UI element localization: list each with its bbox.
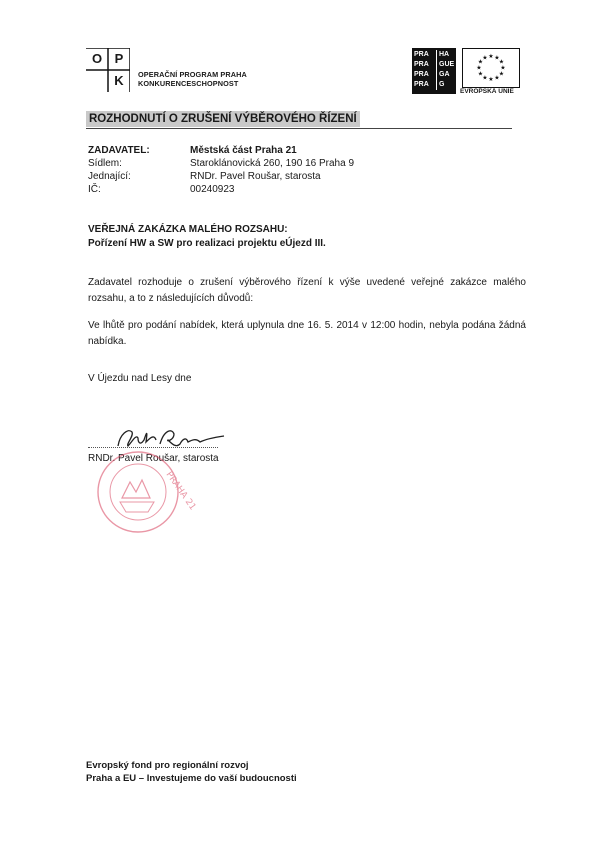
praha-col1-row: PRA bbox=[414, 61, 429, 68]
footer-line-2: Praha a EU – Investujeme do vaší budoucnosti bbox=[86, 773, 297, 784]
svg-text:★: ★ bbox=[494, 54, 500, 62]
decision-paragraph: Zadavatel rozhoduje o zrušení výběrového řízení k výše uvedené veřejné zakázce malého rozsahu, a to z následujících důvodů: bbox=[88, 277, 526, 304]
oppk-letter-o: O bbox=[91, 51, 103, 66]
oppk-letter-p1: P bbox=[114, 51, 124, 66]
label-sidlem: Sídlem: bbox=[88, 158, 122, 169]
svg-text:★: ★ bbox=[500, 64, 506, 72]
eu-flag-icon bbox=[462, 48, 520, 88]
oppk-line-1: OPERAČNÍ PROGRAM PRAHA bbox=[138, 70, 247, 79]
praha-col2-row: GUE bbox=[439, 61, 455, 68]
oppk-logo bbox=[86, 48, 130, 92]
svg-text:★: ★ bbox=[498, 70, 505, 78]
eu-stars-icon bbox=[463, 49, 519, 87]
contract-heading: VEŘEJNÁ ZAKÁZKA MALÉHO ROZSAHU: bbox=[88, 224, 288, 235]
svg-text:★: ★ bbox=[477, 58, 484, 66]
label-jednajici: Jednající: bbox=[88, 171, 131, 182]
svg-text:★: ★ bbox=[488, 76, 494, 83]
praha-col2-row: GA bbox=[439, 71, 450, 78]
label-zadavatel: ZADAVATEL: bbox=[88, 145, 150, 156]
place-date: V Újezdu nad Lesy dne bbox=[88, 373, 192, 384]
svg-text:★: ★ bbox=[494, 74, 500, 82]
stamp-text: PRAHA 21 bbox=[163, 469, 198, 513]
svg-text:★: ★ bbox=[482, 74, 488, 82]
footer-line-1: Evropský fond pro regionální rozvoj bbox=[86, 760, 249, 771]
municipal-stamp-icon bbox=[78, 440, 198, 550]
svg-text:★: ★ bbox=[477, 70, 484, 78]
signatory: RNDr. Pavel Roušar, starosta bbox=[88, 453, 219, 464]
praha-logo bbox=[412, 48, 456, 94]
svg-text:★: ★ bbox=[498, 58, 505, 66]
praha-col1-row: PRA bbox=[414, 51, 429, 58]
svg-text:★: ★ bbox=[476, 64, 482, 72]
oppk-line-2: KONKURENCESCHOPNOST bbox=[138, 79, 239, 88]
praha-col2-row: G bbox=[439, 81, 445, 88]
praha-col1-row: PRA bbox=[414, 81, 429, 88]
praha-col1-row: PRA bbox=[414, 71, 429, 78]
contract-subject: Pořízení HW a SW pro realizaci projektu eÚjezd III. bbox=[88, 238, 326, 249]
svg-text:★: ★ bbox=[482, 54, 488, 62]
value-jednajici: RNDr. Pavel Roušar, starosta bbox=[190, 171, 321, 182]
value-sidlem: Staroklánovická 260, 190 16 Praha 9 bbox=[190, 158, 354, 169]
value-ic: 00240923 bbox=[190, 184, 235, 195]
value-zadavatel: Městská část Praha 21 bbox=[190, 145, 297, 156]
svg-text:★: ★ bbox=[488, 53, 494, 60]
reason-paragraph: Ve lhůtě pro podání nabídek, která uplynula dne 16. 5. 2014 v 12:00 hodin, nebyla podána žádná nabídka. bbox=[88, 320, 526, 347]
praha-col2-row: HA bbox=[439, 51, 450, 58]
eu-label: EVROPSKÁ UNIE bbox=[460, 88, 514, 95]
oppk-letter-k: K bbox=[114, 73, 124, 88]
document-title: ROZHODNUTÍ O ZRUŠENÍ VÝBĚROVÉHO ŘÍZENÍ bbox=[89, 113, 357, 125]
oppk-program-name bbox=[138, 70, 247, 88]
label-ic: IČ: bbox=[88, 184, 101, 195]
